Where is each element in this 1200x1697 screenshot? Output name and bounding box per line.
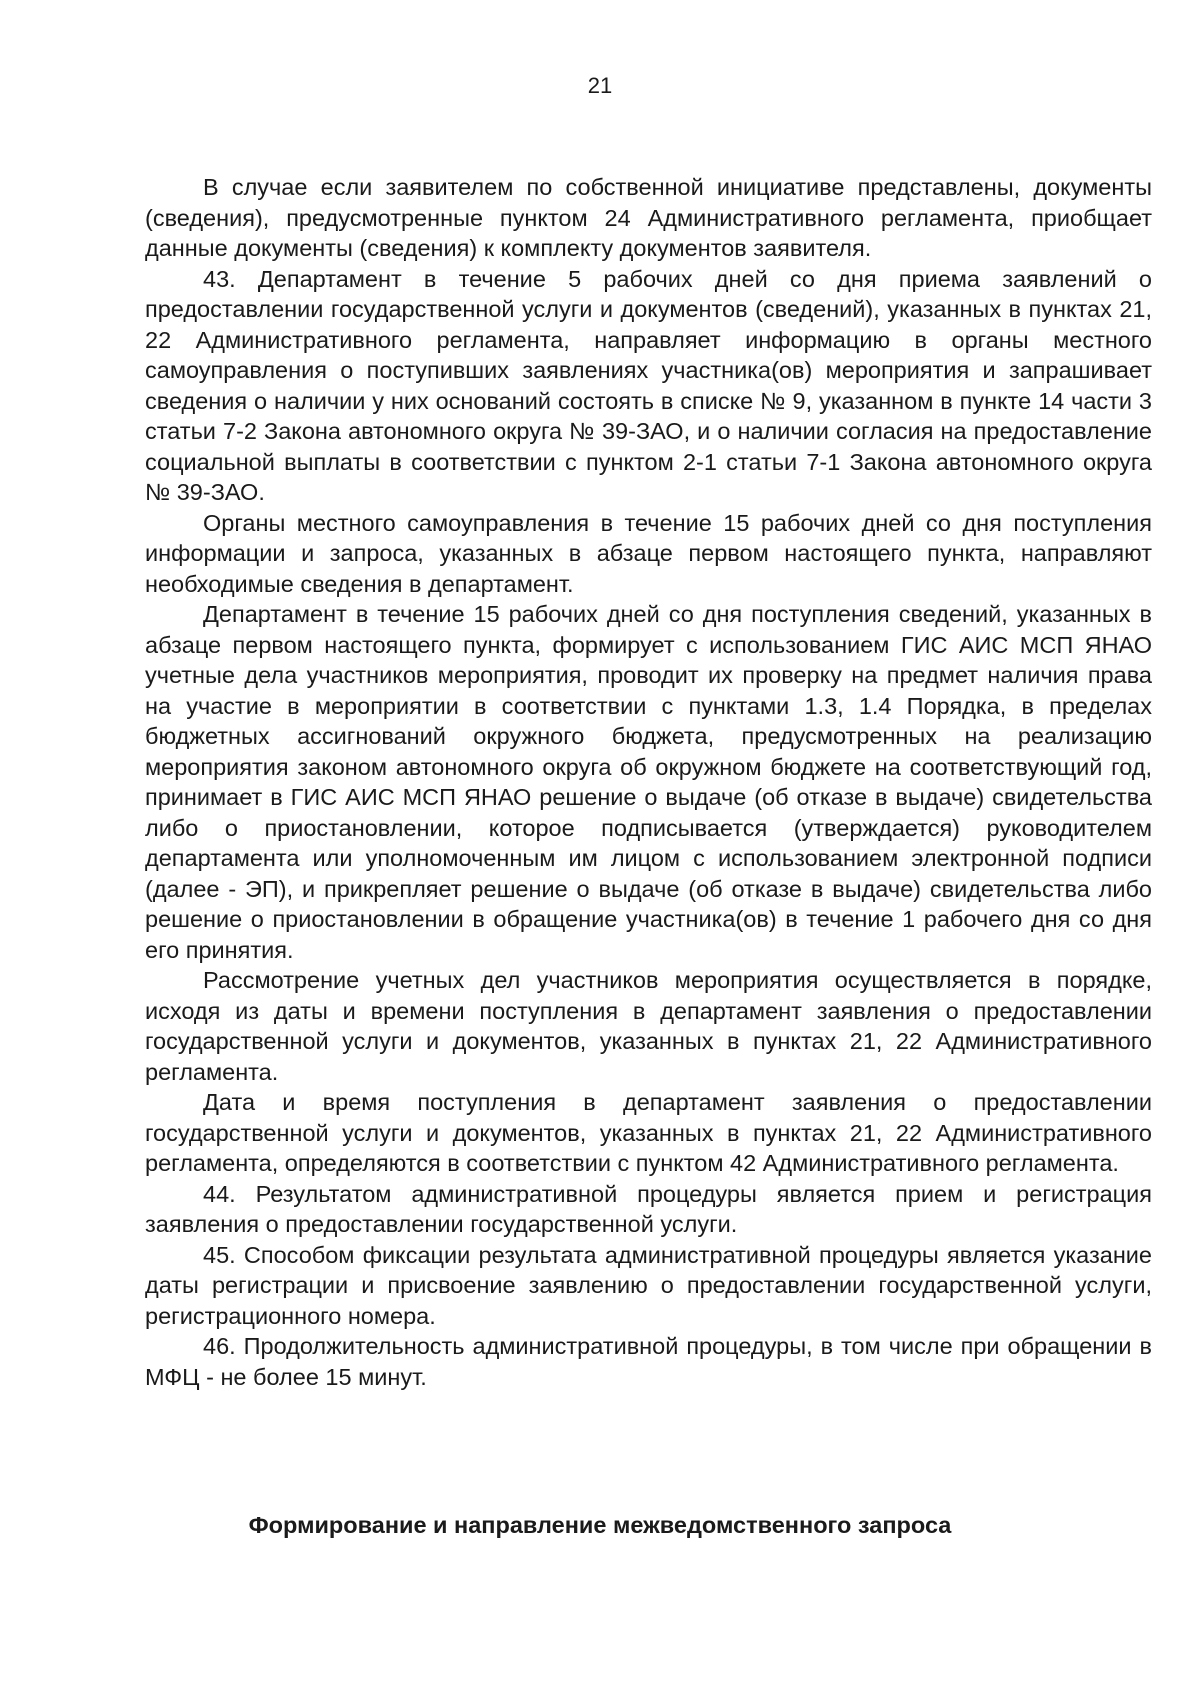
- paragraph-date-time: Дата и время поступления в департамент заявления о предоставлении государственной услуги и документов, указанных в пунктах 21, 22 Административного регламента, определяются в соответствии с пунктом 42 Административного регламента.: [145, 1089, 1152, 1176]
- paragraph-review-order: Рассмотрение учетных дел участников мероприятия осуществляется в порядке, исходя из даты и времени поступления в департамент заявления о предоставлении государственной услуги и документов, указанных в пунктах 21, 22 Административного регламента.: [145, 967, 1152, 1085]
- paragraph-item-44: 44. Результатом административной процедуры является прием и регистрация заявления о предоставлении государственной услуги.: [145, 1180, 1152, 1237]
- paragraph-item-43: 43. Департамент в течение 5 рабочих дней со дня приема заявлений о предоставлении государственной услуги и документов (сведений), указанных в пунктах 21, 22 Административного регламента, направляет информацию в органы местного самоуправления о поступивших заявлениях участника(ов) мероприятия и запрашивает сведения о наличии у них оснований состоять в списке № 9, указанном в пункте 14 части 3 статьи 7-2 Закона автономного округа № 39-ЗАО, и о наличии согласия на предоставление социальной выплаты в соответствии с пунктом 2-1 статьи 7-1 Закона автономного округа № 39-ЗАО.: [145, 265, 1152, 505]
- paragraph-item-45: 45. Способом фиксации результата административной процедуры является указание даты регистрации и присвоение заявлению о предоставлении государственной услуги, регистрационного номера.: [145, 1241, 1152, 1329]
- paragraph-item-46: 46. Продолжительность административной процедуры, в том числе при обращении в МФЦ - не более 15 минут.: [145, 1333, 1152, 1390]
- paragraph-documents-attached: В случае если заявителем по собственной инициативе представлены, документы (сведения), предусмотренные пунктом 24 Административного регламента, приобщает данные документы (сведения) к комплекту документов заявителя.: [145, 174, 1152, 261]
- paragraph-department-review: Департамент в течение 15 рабочих дней со дня поступления сведений, указанных в абзаце первом настоящего пункта, формирует с использованием ГИС АИС МСП ЯНАО учетные дела участников мероприятия, проводит их проверку на предмет наличия права на участие в мероприятии в соответствии с пунктами 1.3, 1.4 Порядка, в пределах бюджетных ассигнований окружного бюджета, предусмотренных на реализацию мероприятия законом автономного округа об окружном бюджете на соответствующий год, принимает в ГИС АИС МСП ЯНАО решение о выдаче (об отказе в выдаче) свидетельства либо о приостановлении, которое подписывается (утверждается) руководителем департамента или уполномоченным им лицом с использованием электронной подписи (далее - ЭП), и прикрепляет решение о выдаче (об отказе в выдаче) свидетельства либо решение о приостановлении в обращение участника(ов) в течение 1 рабочего дня со дня его принятия.: [145, 601, 1152, 963]
- document-body: [145, 172, 1152, 1392]
- page-number: 21: [587, 73, 613, 98]
- paragraph-local-government: Органы местного самоуправления в течение 15 рабочих дней со дня поступления информации и запроса, указанных в абзаце первом настоящего пункта, направляют необходимые сведения в департамент.: [145, 509, 1152, 597]
- section-heading: Формирование и направление межведомственного запроса: [248, 1512, 952, 1538]
